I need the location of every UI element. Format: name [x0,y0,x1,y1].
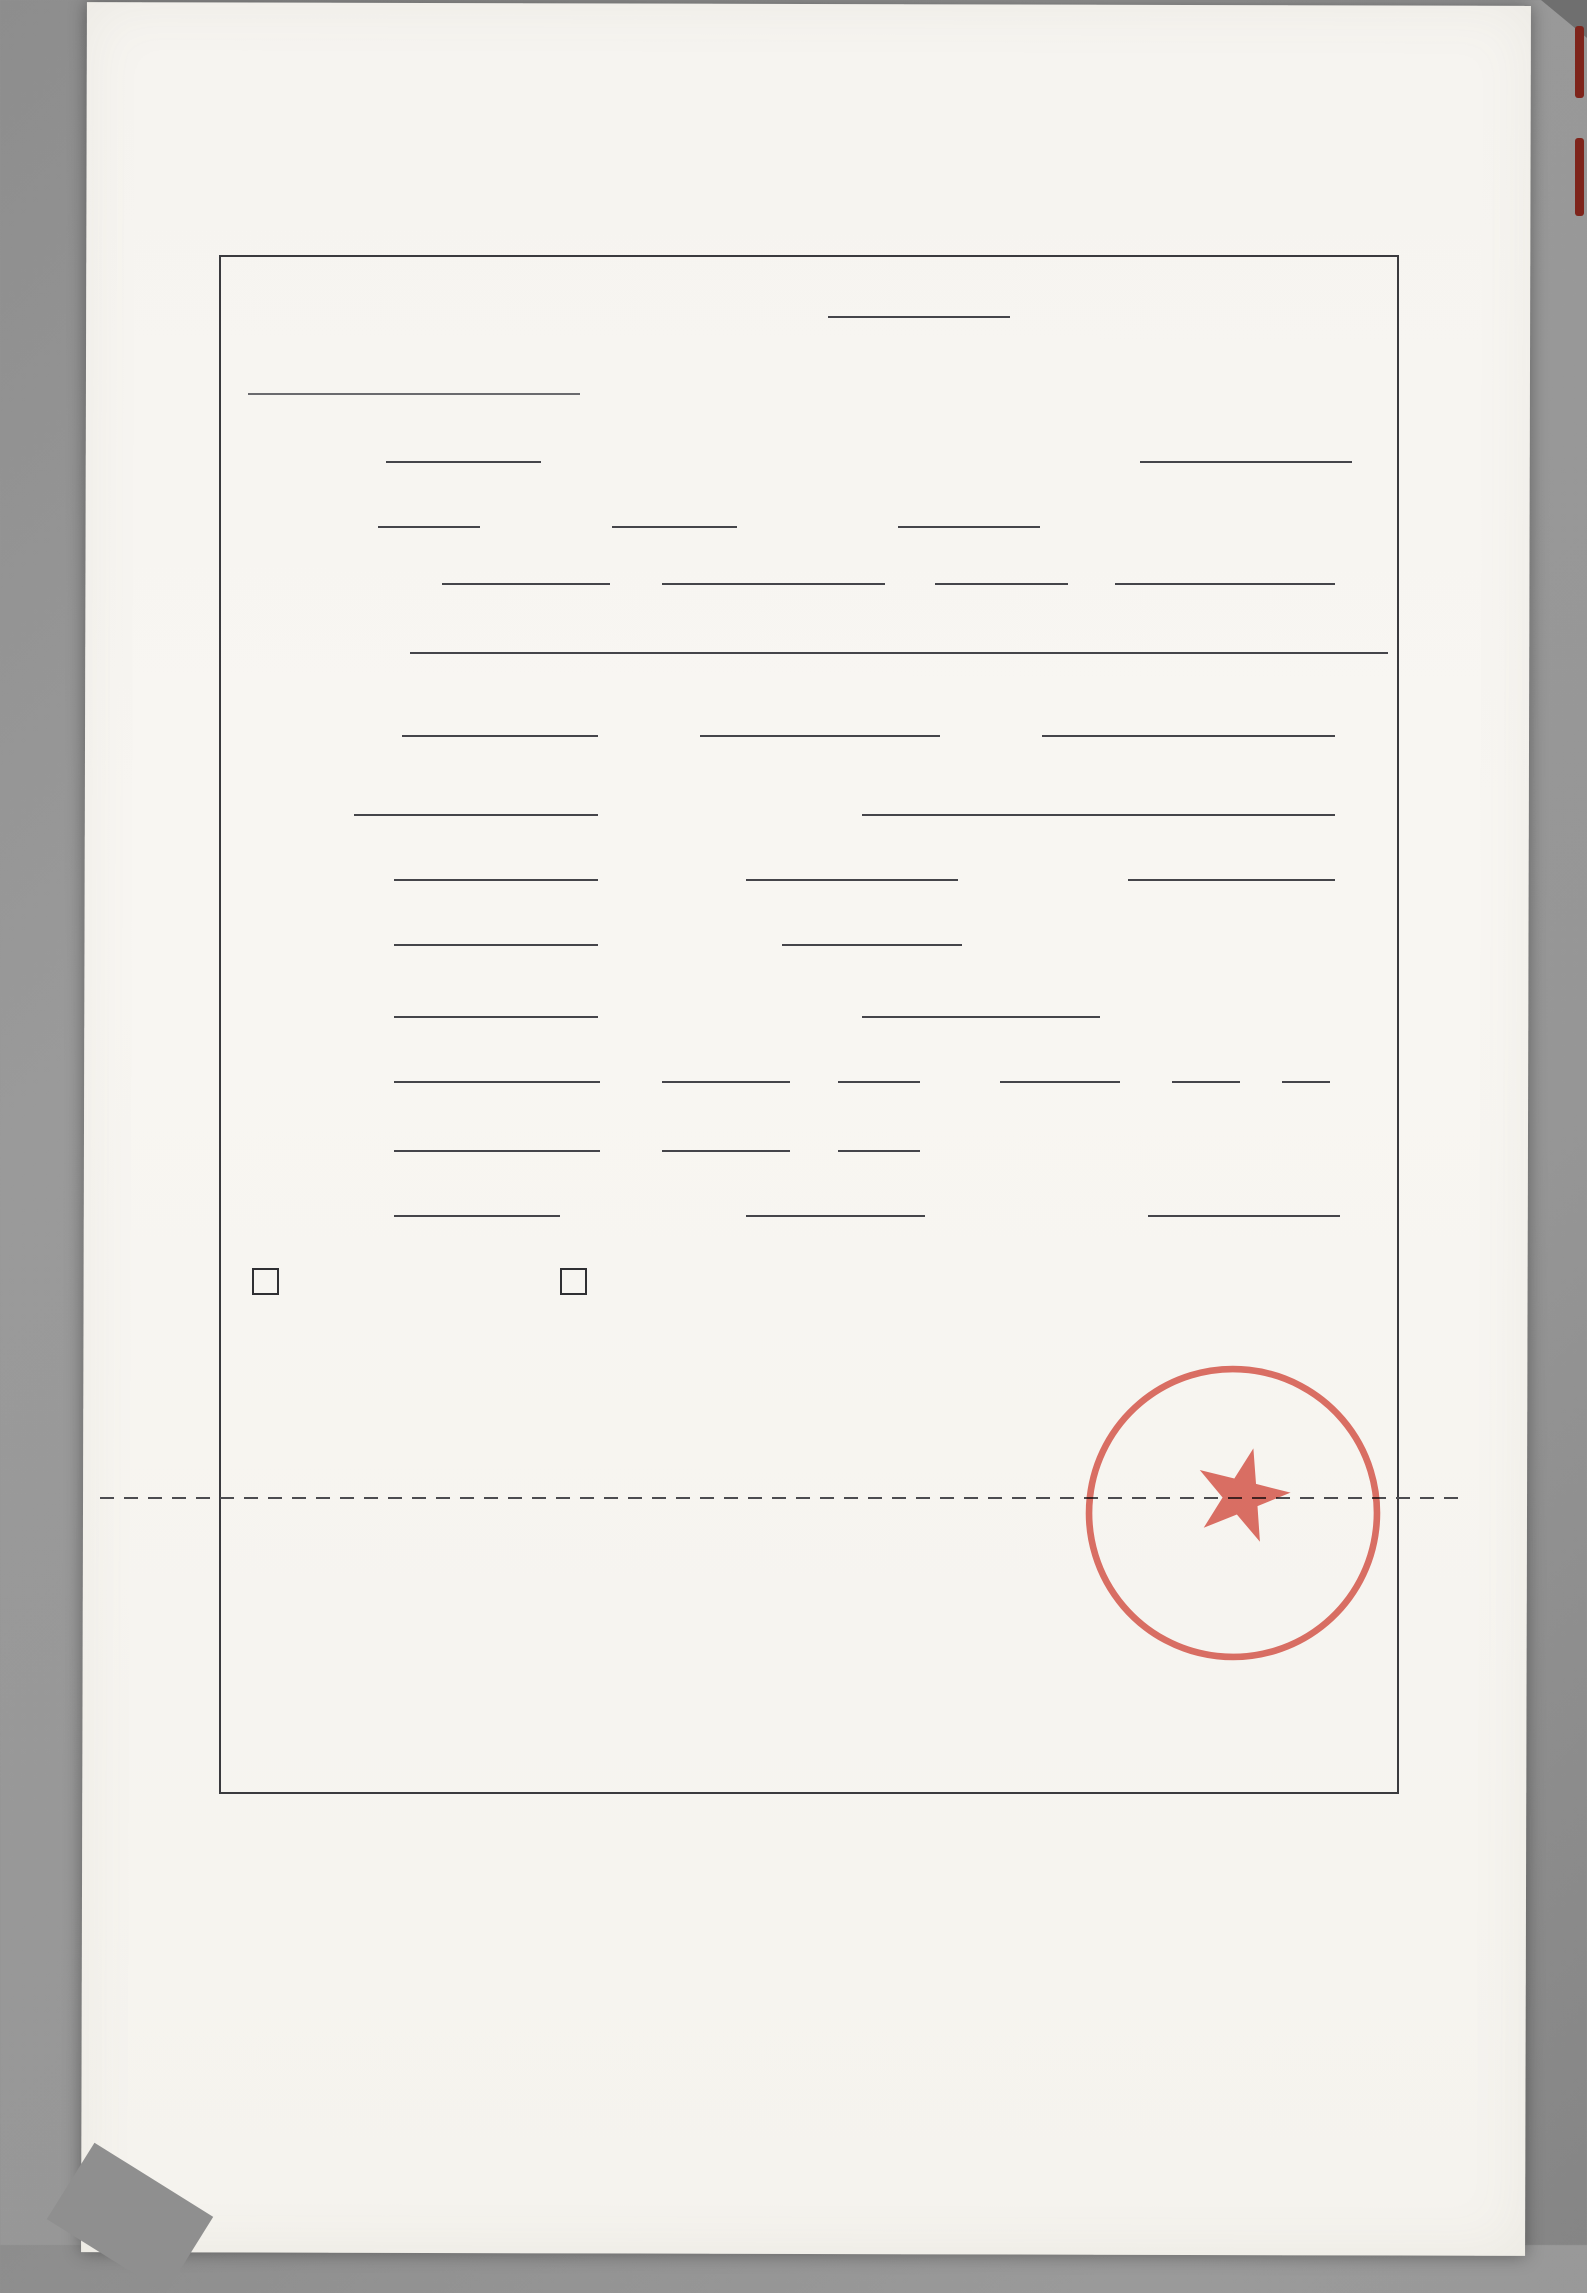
cut-volume-blank [394,1016,598,1018]
outturn-blank [862,1016,1100,1018]
cert-blank [862,814,1335,816]
west-blank [935,583,1068,585]
east-blank [442,583,610,585]
renew-area-blank [394,1215,560,1217]
period-d1-blank [838,1081,920,1083]
forest-type-blank [700,735,940,737]
renew-m-blank [662,1150,790,1152]
seal-star-icon [1186,1437,1298,1546]
gps-blank [410,652,1388,654]
period-d2-blank [1282,1081,1330,1083]
cut-area-blank [394,944,598,946]
south-blank [662,583,885,585]
township-blank [378,526,480,528]
renew-count-blank [746,1215,925,1217]
period-y1-blank [394,1081,600,1083]
period-m2-blank [1172,1081,1240,1083]
zuoyequ-blank [898,526,1040,528]
owner-blank [354,814,598,816]
species-blank [1042,735,1335,737]
north-blank [1115,583,1335,585]
linban-blank [612,526,737,528]
binding-mark [1575,26,1584,98]
origin-blank [402,735,598,737]
tree-count-blank [782,944,962,946]
renew-y-blank [394,1150,600,1152]
docword-blank [828,316,1010,318]
period-m1-blank [662,1081,790,1083]
cut-type-blank [394,879,598,881]
quota-yes-checkbox [252,1268,279,1295]
renew-d-blank [838,1150,920,1152]
para-blank2 [1140,461,1352,463]
renew-species-blank [1148,1215,1340,1217]
applicant-underline [248,393,580,395]
intensity-blank [1128,879,1335,881]
cut-mode-blank [746,879,958,881]
binding-mark [1575,138,1584,216]
quota-no-checkbox [560,1268,587,1295]
qr-code [368,1546,580,1758]
para-blank1 [386,461,541,463]
period-y2-blank [1000,1081,1120,1083]
